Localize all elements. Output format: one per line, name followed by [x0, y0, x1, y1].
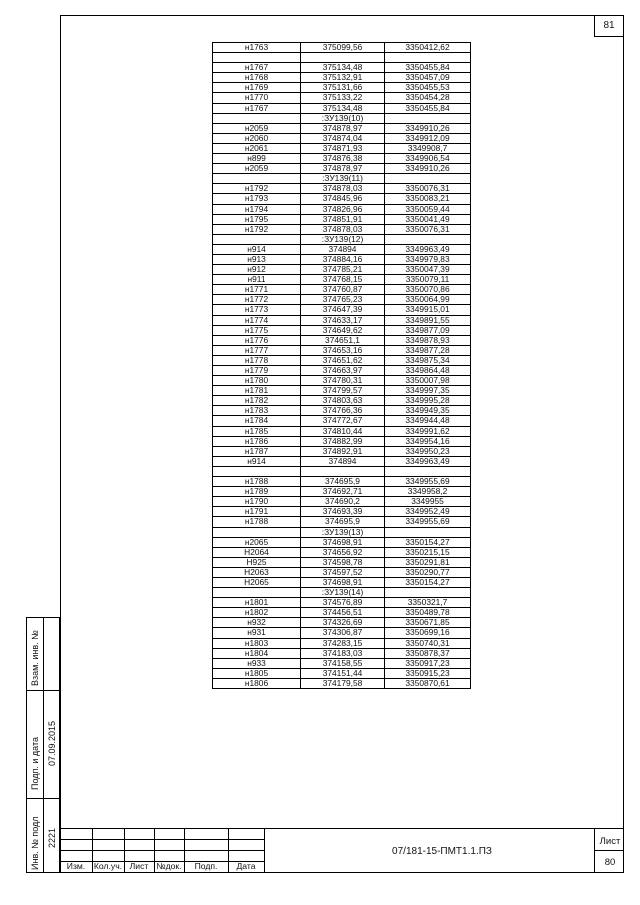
x-coordinate-cell: 374695,9	[301, 477, 385, 487]
point-name-cell: н932	[213, 618, 301, 628]
table-row	[213, 487, 471, 497]
x-coordinate-cell: 374576,89	[301, 598, 385, 608]
point-name-cell: н931	[213, 628, 301, 638]
point-name-cell: н899	[213, 154, 301, 164]
x-coordinate-cell: 374876,38	[301, 154, 385, 164]
podp-data-value: 07.09.2015	[47, 720, 57, 766]
table-row	[213, 517, 471, 527]
table-row	[213, 63, 471, 73]
x-coordinate-cell: 374651,62	[301, 355, 385, 365]
y-coordinate-cell: 3349991,62	[385, 426, 471, 436]
x-coordinate-cell: 374695,9	[301, 517, 385, 527]
x-coordinate-cell: 374768,15	[301, 275, 385, 285]
x-coordinate-cell: 374183,03	[301, 648, 385, 658]
x-coordinate-cell: 374826,96	[301, 204, 385, 214]
table-row	[213, 668, 471, 678]
point-name-cell: н1780	[213, 376, 301, 386]
x-coordinate-cell: 374878,03	[301, 224, 385, 234]
y-coordinate-cell: 3349877,28	[385, 345, 471, 355]
side-stamp	[26, 617, 60, 873]
table-row	[213, 103, 471, 113]
y-coordinate-cell: 3350740,31	[385, 638, 471, 648]
point-name-cell: н1775	[213, 325, 301, 335]
y-coordinate-cell: 3350321,7	[385, 598, 471, 608]
y-coordinate-cell: 3350041,49	[385, 214, 471, 224]
table-row	[213, 547, 471, 557]
y-coordinate-cell: 3350070,86	[385, 285, 471, 295]
point-name-cell: н914	[213, 456, 301, 466]
zu-label: :ЗУ139(13)	[301, 527, 385, 537]
point-name-cell: н1767	[213, 63, 301, 73]
blank-row	[213, 466, 471, 476]
y-coordinate-cell: 3349944,48	[385, 416, 471, 426]
table-cell	[301, 53, 385, 63]
point-name-cell: н1788	[213, 477, 301, 487]
table-cell	[385, 527, 471, 537]
x-coordinate-cell: 374884,16	[301, 254, 385, 264]
point-name-cell: н1773	[213, 305, 301, 315]
y-coordinate-cell: 3350007,98	[385, 376, 471, 386]
table-row	[213, 537, 471, 547]
y-coordinate-cell: 3349963,49	[385, 244, 471, 254]
table-row	[213, 164, 471, 174]
table-row	[213, 83, 471, 93]
point-name-cell: н1771	[213, 285, 301, 295]
x-coordinate-cell: 374283,15	[301, 638, 385, 648]
point-name-cell: н1768	[213, 73, 301, 83]
table-row	[213, 366, 471, 376]
point-name-cell: н2059	[213, 123, 301, 133]
y-coordinate-cell: 3349958,2	[385, 487, 471, 497]
table-row	[213, 598, 471, 608]
table-row	[213, 628, 471, 638]
table-row	[213, 477, 471, 487]
point-name-cell: н1785	[213, 426, 301, 436]
table-row	[213, 406, 471, 416]
y-coordinate-cell: 3350291,81	[385, 557, 471, 567]
table-cell	[213, 527, 301, 537]
y-coordinate-cell: 3350915,23	[385, 668, 471, 678]
x-coordinate-cell: 374882,99	[301, 436, 385, 446]
point-name-cell: н1793	[213, 194, 301, 204]
point-name-cell: н1804	[213, 648, 301, 658]
y-coordinate-cell: 3349906,54	[385, 154, 471, 164]
point-name-cell: н1774	[213, 315, 301, 325]
table-row	[213, 335, 471, 345]
point-name-cell: Н2065	[213, 577, 301, 587]
table-row	[213, 507, 471, 517]
x-coordinate-cell: 374892,91	[301, 446, 385, 456]
y-coordinate-cell: 3349910,26	[385, 164, 471, 174]
x-coordinate-cell: 375133,22	[301, 93, 385, 103]
table-row	[213, 376, 471, 386]
point-name-cell: н2065	[213, 537, 301, 547]
table-row	[213, 275, 471, 285]
y-coordinate-cell: 3350671,85	[385, 618, 471, 628]
table-row	[213, 43, 471, 53]
table-cell	[213, 466, 301, 476]
y-coordinate-cell: 3349912,09	[385, 133, 471, 143]
point-name-cell: н1782	[213, 396, 301, 406]
y-coordinate-cell: 3350699,16	[385, 628, 471, 638]
vzam-inv-label: Взам. инв. №	[30, 630, 40, 686]
x-coordinate-cell: 375131,66	[301, 83, 385, 93]
y-coordinate-cell: 3350917,23	[385, 658, 471, 668]
point-name-cell: н912	[213, 265, 301, 275]
point-name-cell: н1791	[213, 507, 301, 517]
x-coordinate-cell: 375132,91	[301, 73, 385, 83]
stamp-col-data: Дата	[236, 861, 256, 871]
x-coordinate-cell: 374772,67	[301, 416, 385, 426]
table-row	[213, 93, 471, 103]
coordinates-table-wrap	[212, 42, 471, 689]
y-coordinate-cell: 3349949,35	[385, 406, 471, 416]
coordinates-table-body	[213, 43, 471, 689]
x-coordinate-cell: 374894	[301, 456, 385, 466]
y-coordinate-cell: 3350064,99	[385, 295, 471, 305]
x-coordinate-cell: 374765,23	[301, 295, 385, 305]
table-row	[213, 214, 471, 224]
zu-label: :ЗУ139(10)	[301, 113, 385, 123]
table-row	[213, 396, 471, 406]
table-row	[213, 658, 471, 668]
y-coordinate-cell: 3350870,61	[385, 678, 471, 688]
y-coordinate-cell: 3350047,39	[385, 265, 471, 275]
table-cell	[301, 466, 385, 476]
x-coordinate-cell: 374810,44	[301, 426, 385, 436]
table-row	[213, 557, 471, 567]
x-coordinate-cell: 374158,55	[301, 658, 385, 668]
table-row	[213, 194, 471, 204]
table-row	[213, 325, 471, 335]
document-code: 07/181-15-ПМТ1.1.ПЗ	[392, 846, 492, 857]
point-name-cell: н1806	[213, 678, 301, 688]
y-coordinate-cell: 3350454,28	[385, 93, 471, 103]
x-coordinate-cell: 374653,16	[301, 345, 385, 355]
x-coordinate-cell: 374874,04	[301, 133, 385, 143]
point-name-cell: н1794	[213, 204, 301, 214]
zu-header-row	[213, 174, 471, 184]
zu-header-row	[213, 113, 471, 123]
table-row	[213, 143, 471, 153]
table-row	[213, 456, 471, 466]
point-name-cell: н1788	[213, 517, 301, 527]
point-name-cell: н1763	[213, 43, 301, 53]
y-coordinate-cell: 3349954,16	[385, 436, 471, 446]
x-coordinate-cell: 374647,39	[301, 305, 385, 315]
table-cell	[385, 234, 471, 244]
table-row	[213, 345, 471, 355]
zu-header-row	[213, 527, 471, 537]
point-name-cell: н1776	[213, 335, 301, 345]
table-row	[213, 355, 471, 365]
point-name-cell: н1770	[213, 93, 301, 103]
table-row	[213, 244, 471, 254]
inv-podl-value: 2221	[47, 827, 57, 848]
table-row	[213, 608, 471, 618]
table-row	[213, 285, 471, 295]
y-coordinate-cell: 3349952,49	[385, 507, 471, 517]
x-coordinate-cell: 375134,48	[301, 103, 385, 113]
x-coordinate-cell: 374597,52	[301, 567, 385, 577]
table-row	[213, 577, 471, 587]
podp-data-label: Подп. и дата	[30, 736, 40, 790]
side-stamp-divider	[27, 798, 59, 799]
sheet-label: Лист	[599, 836, 621, 847]
table-row	[213, 678, 471, 688]
y-coordinate-cell: 3350412,62	[385, 43, 471, 53]
y-coordinate-cell: 3349891,55	[385, 315, 471, 325]
y-coordinate-cell: 3350455,84	[385, 103, 471, 113]
point-name-cell: н1784	[213, 416, 301, 426]
point-name-cell: н914	[213, 244, 301, 254]
y-coordinate-cell: 3350489,78	[385, 608, 471, 618]
table-row	[213, 638, 471, 648]
title-block	[60, 828, 624, 873]
sheet-number: 80	[604, 857, 616, 868]
point-name-cell: н1781	[213, 386, 301, 396]
x-coordinate-cell: 374456,51	[301, 608, 385, 618]
table-row	[213, 305, 471, 315]
point-name-cell: н1792	[213, 224, 301, 234]
x-coordinate-cell: 374894	[301, 244, 385, 254]
stamp-col-kol-uch: Кол.уч.	[93, 861, 123, 871]
table-row	[213, 426, 471, 436]
point-name-cell: н1802	[213, 608, 301, 618]
y-coordinate-cell: 3349877,09	[385, 325, 471, 335]
point-name-cell: Н2064	[213, 547, 301, 557]
x-coordinate-cell: 374766,36	[301, 406, 385, 416]
y-coordinate-cell: 3349910,26	[385, 123, 471, 133]
table-row	[213, 73, 471, 83]
x-coordinate-cell: 374780,31	[301, 376, 385, 386]
x-coordinate-cell: 374656,92	[301, 547, 385, 557]
table-row	[213, 497, 471, 507]
stamp-col-ndok: №док.	[156, 861, 182, 871]
table-row	[213, 295, 471, 305]
point-name-cell: н1786	[213, 436, 301, 446]
table-cell	[213, 53, 301, 63]
x-coordinate-cell: 374878,97	[301, 164, 385, 174]
x-coordinate-cell: 374598,78	[301, 557, 385, 567]
x-coordinate-cell: 374878,03	[301, 184, 385, 194]
y-coordinate-cell: 3350154,27	[385, 537, 471, 547]
point-name-cell: н2061	[213, 143, 301, 153]
y-coordinate-cell: 3350154,27	[385, 577, 471, 587]
point-name-cell: Н2063	[213, 567, 301, 577]
x-coordinate-cell: 374690,2	[301, 497, 385, 507]
point-name-cell: н1783	[213, 406, 301, 416]
y-coordinate-cell: 3349955,69	[385, 477, 471, 487]
zu-label: :ЗУ139(14)	[301, 588, 385, 598]
table-cell	[213, 174, 301, 184]
x-coordinate-cell: 374871,93	[301, 143, 385, 153]
table-cell	[213, 588, 301, 598]
point-name-cell: н1790	[213, 497, 301, 507]
table-row	[213, 154, 471, 164]
point-name-cell: н1779	[213, 366, 301, 376]
point-name-cell: н1801	[213, 598, 301, 608]
point-name-cell: н1769	[213, 83, 301, 93]
x-coordinate-cell: 374851,91	[301, 214, 385, 224]
table-row	[213, 204, 471, 214]
side-stamp-divider	[27, 690, 59, 691]
y-coordinate-cell: 3349955,69	[385, 517, 471, 527]
y-coordinate-cell: 3349997,35	[385, 386, 471, 396]
table-row	[213, 567, 471, 577]
x-coordinate-cell: 374651,1	[301, 335, 385, 345]
top-sheet-number: 81	[594, 15, 624, 37]
y-coordinate-cell: 3349963,49	[385, 456, 471, 466]
y-coordinate-cell: 3350457,09	[385, 73, 471, 83]
point-name-cell: н911	[213, 275, 301, 285]
x-coordinate-cell: 374760,87	[301, 285, 385, 295]
table-row	[213, 123, 471, 133]
point-name-cell: Н925	[213, 557, 301, 567]
stamp-col-list: Лист	[129, 861, 149, 871]
y-coordinate-cell: 3350076,31	[385, 224, 471, 234]
x-coordinate-cell: 374633,17	[301, 315, 385, 325]
inv-podl-label: Инв. № подл	[30, 816, 40, 870]
y-coordinate-cell: 3349875,34	[385, 355, 471, 365]
y-coordinate-cell: 3350079,11	[385, 275, 471, 285]
table-row	[213, 648, 471, 658]
y-coordinate-cell: 3350455,84	[385, 63, 471, 73]
zu-label: :ЗУ139(12)	[301, 234, 385, 244]
y-coordinate-cell: 3349864,48	[385, 366, 471, 376]
table-row	[213, 265, 471, 275]
y-coordinate-cell: 3349995,28	[385, 396, 471, 406]
table-cell	[385, 174, 471, 184]
table-row	[213, 416, 471, 426]
table-cell	[385, 113, 471, 123]
table-row	[213, 224, 471, 234]
point-name-cell: н1767	[213, 103, 301, 113]
x-coordinate-cell: 374663,97	[301, 366, 385, 376]
x-coordinate-cell: 374649,62	[301, 325, 385, 335]
point-name-cell: н1778	[213, 355, 301, 365]
point-name-cell: н1803	[213, 638, 301, 648]
zu-label: :ЗУ139(11)	[301, 174, 385, 184]
y-coordinate-cell: 3350215,15	[385, 547, 471, 557]
x-coordinate-cell: 374692,71	[301, 487, 385, 497]
table-row	[213, 254, 471, 264]
y-coordinate-cell: 3349915,01	[385, 305, 471, 315]
point-name-cell: н1805	[213, 668, 301, 678]
table-row	[213, 436, 471, 446]
y-coordinate-cell: 3350059,44	[385, 204, 471, 214]
coordinates-table	[212, 42, 471, 689]
table-row	[213, 315, 471, 325]
x-coordinate-cell: 374698,91	[301, 577, 385, 587]
x-coordinate-cell: 374326,69	[301, 618, 385, 628]
y-coordinate-cell: 3349878,93	[385, 335, 471, 345]
stamp-col-podp: Подп.	[194, 861, 218, 871]
y-coordinate-cell: 3349950,23	[385, 446, 471, 456]
y-coordinate-cell: 3350083,21	[385, 194, 471, 204]
x-coordinate-cell: 374785,21	[301, 265, 385, 275]
point-name-cell: н1777	[213, 345, 301, 355]
x-coordinate-cell: 374803,63	[301, 396, 385, 406]
point-name-cell: н1792	[213, 184, 301, 194]
x-coordinate-cell: 375134,48	[301, 63, 385, 73]
y-coordinate-cell: 3350076,31	[385, 184, 471, 194]
table-row	[213, 386, 471, 396]
blank-row	[213, 53, 471, 63]
y-coordinate-cell: 3350455,53	[385, 83, 471, 93]
table-cell	[213, 234, 301, 244]
table-row	[213, 184, 471, 194]
stamp-col-izm: Изм.	[66, 861, 86, 871]
x-coordinate-cell: 374151,44	[301, 668, 385, 678]
table-row	[213, 618, 471, 628]
x-coordinate-cell: 374799,57	[301, 386, 385, 396]
x-coordinate-cell: 374179,58	[301, 678, 385, 688]
x-coordinate-cell: 374693,39	[301, 507, 385, 517]
y-coordinate-cell: 3350290,77	[385, 567, 471, 577]
point-name-cell: н1789	[213, 487, 301, 497]
table-cell	[385, 53, 471, 63]
x-coordinate-cell: 374845,96	[301, 194, 385, 204]
table-cell	[213, 113, 301, 123]
x-coordinate-cell: 375099,56	[301, 43, 385, 53]
table-cell	[385, 466, 471, 476]
y-coordinate-cell: 3349908,7	[385, 143, 471, 153]
x-coordinate-cell: 374306,87	[301, 628, 385, 638]
x-coordinate-cell: 374878,97	[301, 123, 385, 133]
table-row	[213, 446, 471, 456]
y-coordinate-cell: 3350878,37	[385, 648, 471, 658]
point-name-cell: н913	[213, 254, 301, 264]
table-cell	[385, 588, 471, 598]
point-name-cell: н1772	[213, 295, 301, 305]
point-name-cell: н2060	[213, 133, 301, 143]
x-coordinate-cell: 374698,91	[301, 537, 385, 547]
point-name-cell: н1787	[213, 446, 301, 456]
point-name-cell: н1795	[213, 214, 301, 224]
zu-header-row	[213, 588, 471, 598]
point-name-cell: н2059	[213, 164, 301, 174]
y-coordinate-cell: 3349979,83	[385, 254, 471, 264]
zu-header-row	[213, 234, 471, 244]
point-name-cell: н933	[213, 658, 301, 668]
y-coordinate-cell: 3349955	[385, 497, 471, 507]
table-row	[213, 133, 471, 143]
